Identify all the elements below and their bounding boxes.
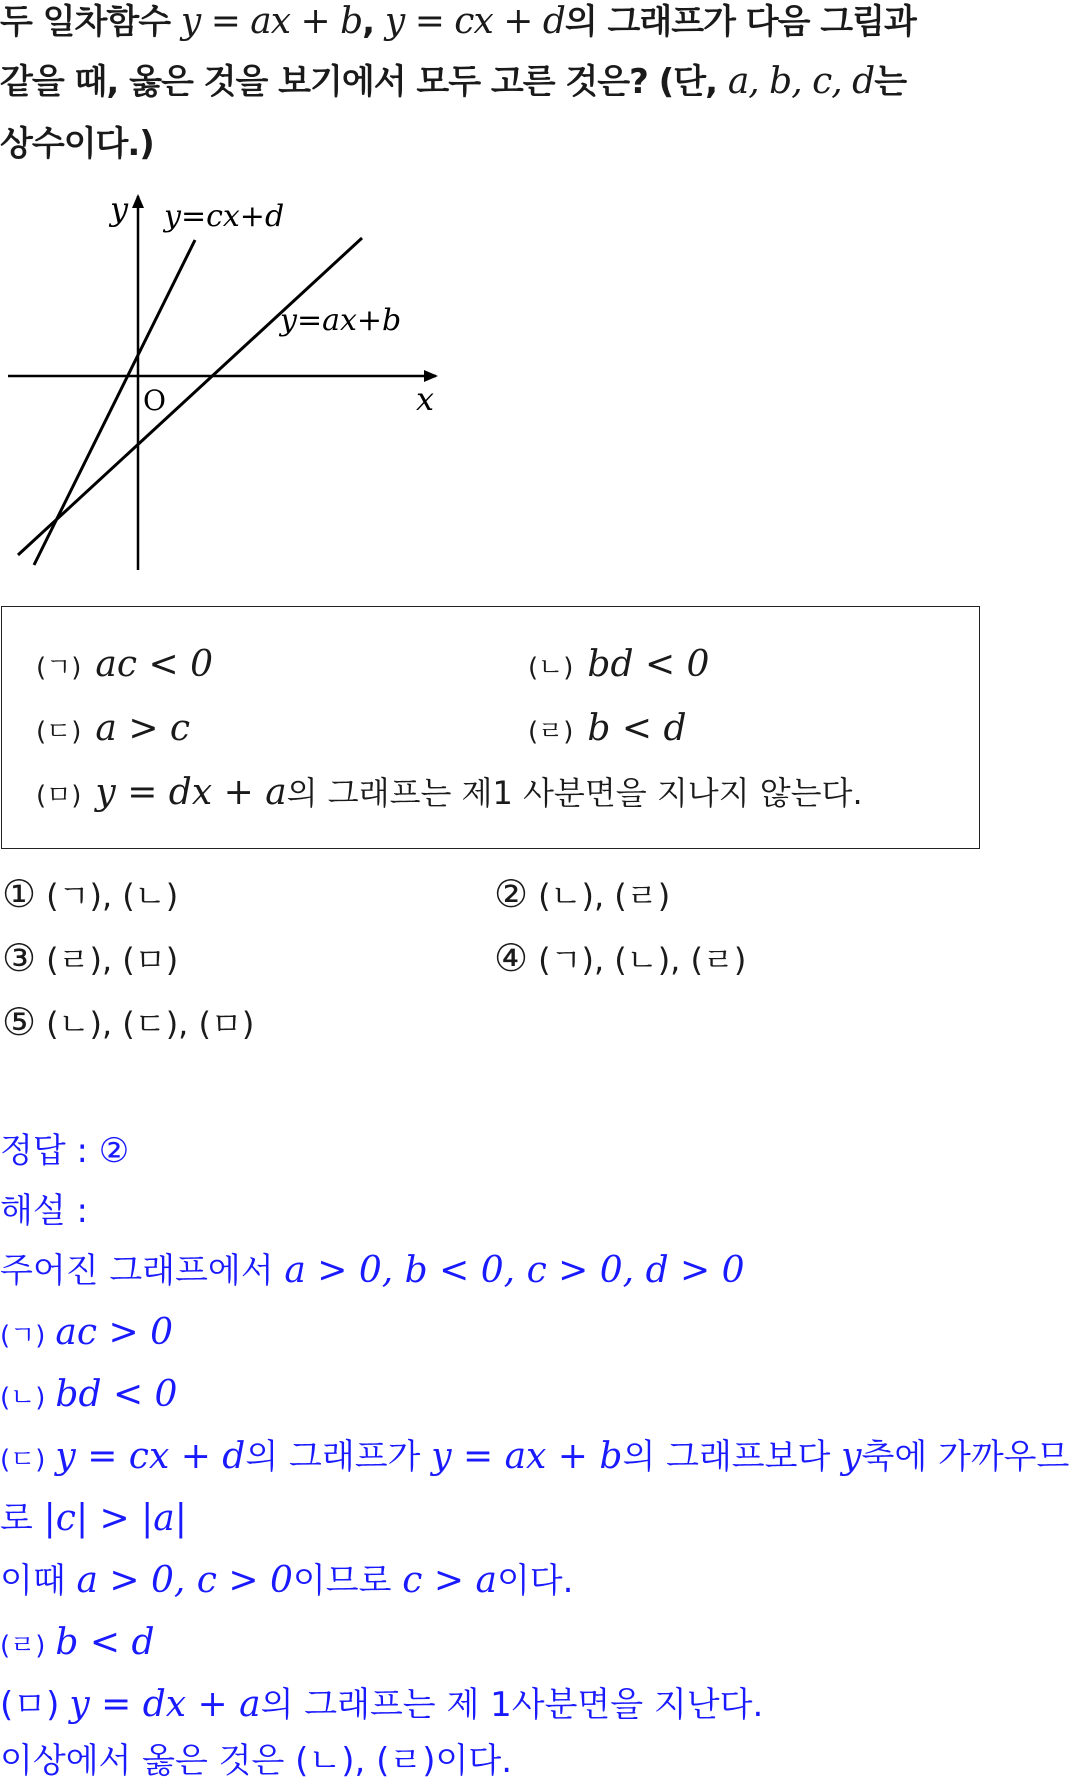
question-text: 는 [874,62,907,102]
solution-expr: y = ax + b [431,1436,623,1477]
choice-number: ① [2,872,37,916]
choice-2[interactable] [494,872,670,918]
solution-expr: y = dx + a [69,1684,261,1725]
solution-text: 축에 가까우므 [861,1437,1069,1477]
step-label: (ㄴ) [0,1383,46,1413]
step-label: (ㄱ) [0,1321,46,1351]
choice-number: ⑤ [2,1000,37,1044]
solution-step-3-conclusion [0,1558,573,1604]
solution-text: 주어진 그래프에서 [0,1251,285,1291]
step-label: (ㄹ) [0,1631,46,1661]
question-text: 의 그래프가 다음 그림과 [564,2,916,42]
solution-expr: bd < 0 [55,1374,178,1415]
choice-number: ④ [494,936,529,980]
solution-expr: ac > 0 [55,1312,173,1353]
statement-expr: bd < 0 [587,644,710,685]
statement-item [36,643,213,690]
question-line-2 [0,60,906,104]
statement-expr: ac < 0 [95,644,213,685]
solution-expr: |c| > |a| [43,1498,187,1539]
step-label: (ㅁ) [0,1685,60,1725]
line-ab-label: y=ax+b [280,303,402,338]
line-cd-label: y=cx+d [164,199,285,234]
statement-label: (ㅁ) [36,781,82,811]
solution-expr: y [841,1436,862,1477]
choice-text: (ㄱ), (ㄴ), (ㄹ) [538,941,747,979]
solution-text: 의 그래프는 제 1사분면을 지난다. [260,1685,764,1725]
statement-item [528,643,709,690]
choice-3[interactable] [2,936,178,982]
solution-expr: y = cx + d [55,1436,246,1477]
y-axis-arrow [132,194,144,208]
statement-expr: b < d [587,708,687,749]
choice-text: (ㄱ), (ㄴ) [46,877,179,915]
solution-text: 이므로 [292,1561,403,1601]
solution-text: 이때 [0,1561,77,1601]
statement-item [528,707,687,754]
statement-label: (ㄱ) [36,653,82,683]
solution-text: 의 그래프보다 [622,1437,842,1477]
solution-heading: 해설 : [0,1191,88,1231]
solution-text: 이다. [496,1561,574,1601]
statement-label: (ㄷ) [36,717,82,747]
solution-step-2 [0,1372,177,1421]
solution-step-5 [0,1682,763,1728]
equation-cd: y = cx + d [384,1,565,42]
solution-text: 의 그래프가 [245,1437,432,1477]
separator: , [362,2,385,42]
choice-text: (ㄹ), (ㅁ) [46,941,179,979]
question-text: 같을 때, 옳은 것을 보기에서 모두 고른 것은? (단, [0,62,728,102]
solution-expr: b < d [55,1622,155,1663]
solution-conclusion: 이상에서 옳은 것은 (ㄴ), (ㄹ)이다. [0,1741,513,1781]
answer-line: 정답 : ② [0,1131,130,1171]
solution-expr: a > 0, b < 0, c > 0, d > 0 [284,1250,745,1291]
statement-box [1,606,980,849]
choice-number: ② [494,872,529,916]
solution-given [0,1248,745,1294]
x-axis-label: x [416,380,435,418]
linear-functions-graph [0,190,450,580]
statement-expr: y = dx + a [95,772,287,813]
origin-label: O [143,384,166,417]
choice-5[interactable] [2,1000,254,1046]
choice-text: (ㄴ), (ㄷ), (ㅁ) [46,1005,255,1043]
solution-expr: a > 0, c > 0 [76,1560,293,1601]
solution-step-3 [0,1434,1069,1483]
statement-expr: a > c [95,708,191,749]
choice-number: ③ [2,936,37,980]
solution-text: 로 [0,1499,44,1539]
statement-label: (ㄹ) [528,717,574,747]
question-line-1 [0,0,916,44]
solution-expr: c > a [402,1560,497,1601]
line-ax-b [18,238,362,555]
step-label: (ㄷ) [0,1445,46,1475]
solution-step-1 [0,1310,173,1359]
constants-list: a, b, c, d [727,61,875,102]
choice-4[interactable] [494,936,746,982]
statement-label: (ㄴ) [528,653,574,683]
choice-text: (ㄴ), (ㄹ) [538,877,671,915]
statement-item [36,771,863,818]
solution-step-3-cont [0,1496,187,1542]
choice-1[interactable] [2,872,178,918]
solution-step-4 [0,1620,155,1669]
statement-text: 의 그래프는 제1 사분면을 지나지 않는다. [286,774,863,812]
question-line-3: 상수이다.) [0,124,154,164]
statement-item [36,707,190,754]
question-text: 두 일차함수 [0,2,181,42]
equation-ab: y = ax + b [180,1,363,42]
y-axis-label: y [110,190,129,228]
